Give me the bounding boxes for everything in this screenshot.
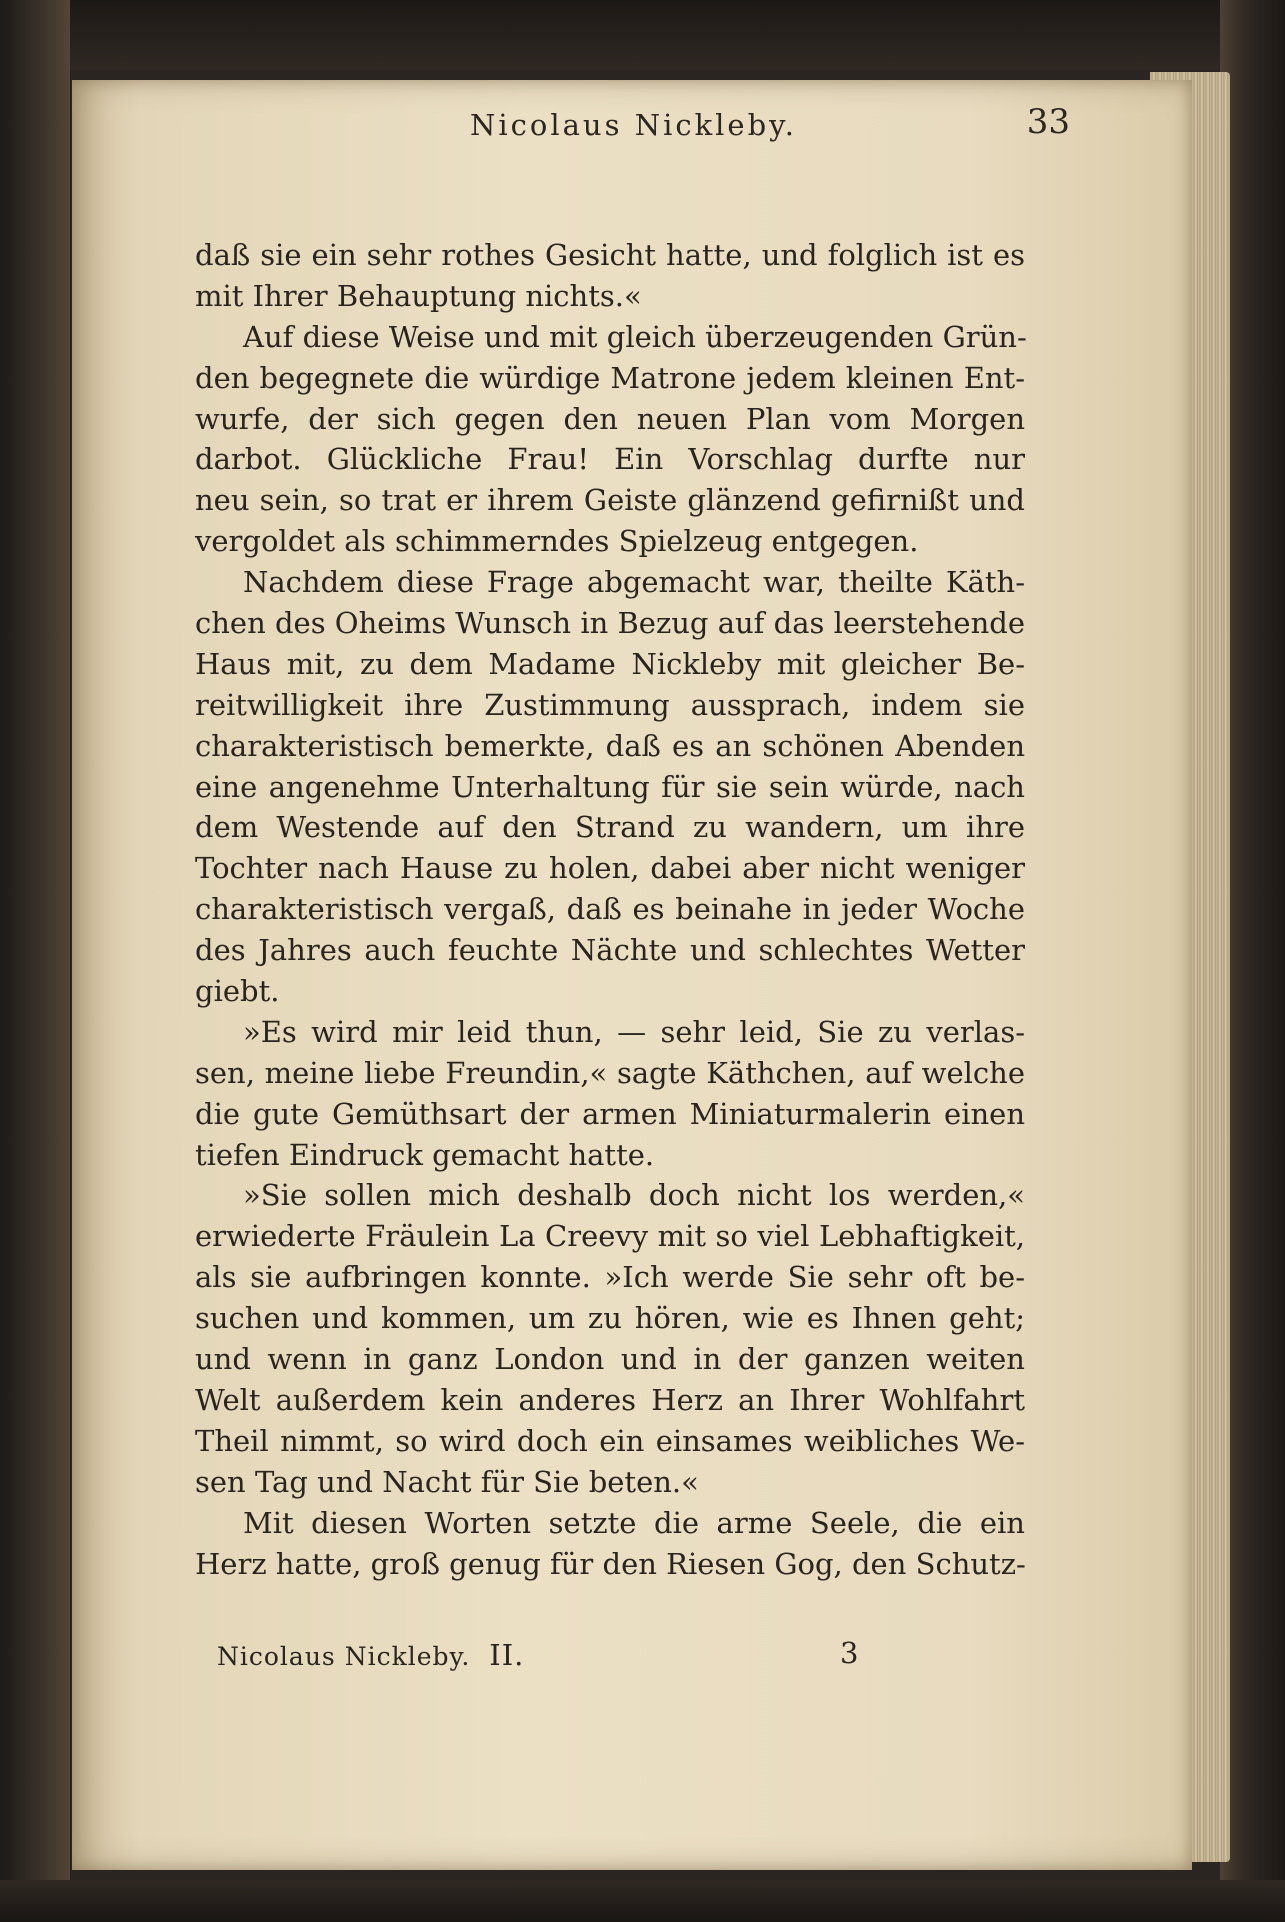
signature-volume: II. (489, 1638, 525, 1672)
text-line: giebt. (195, 974, 280, 1009)
text-line: den begegnete die würdige Matrone jedem kleinen Ent- (195, 360, 1025, 395)
text-line: Mit diesen Worten setzte die arme Seele, die ein (243, 1505, 1025, 1540)
printer-signature (217, 1638, 524, 1672)
body-text (195, 235, 1025, 1584)
text-line: reitwilligkeit ihre Zustimmung aussprach, indem sie (195, 687, 1025, 722)
text-line: mit Ihrer Behauptung nichts.« (195, 278, 642, 313)
text-line: Haus mit, zu dem Madame Nickleby mit gleicher Be- (195, 646, 1025, 681)
running-title: Nicolaus Nickleby. (470, 108, 797, 142)
text-line: sen, meine liebe Freundin,« sagte Käthchen, auf welche (195, 1055, 1025, 1090)
sheet-number: 3 (840, 1636, 859, 1670)
text-line: die gute Gemüthsart der armen Miniaturmalerin einen (195, 1096, 1025, 1131)
page-number: 33 (1026, 102, 1070, 142)
text-line: charakteristisch vergaß, daß es beinahe in jeder Woche (195, 892, 1025, 927)
signature-title: Nicolaus Nickleby. (217, 1642, 471, 1671)
text-line: sen Tag und Nacht für Sie beten.« (195, 1464, 699, 1499)
text-line: tiefen Eindruck gemacht hatte. (195, 1137, 655, 1172)
text-line: Auf diese Weise und mit gleich überzeugenden Grün- (243, 319, 1027, 354)
text-line: dem Westende auf den Strand zu wandern, um ihre (195, 810, 1025, 845)
text-line: und wenn in ganz London und in der ganzen weiten (195, 1342, 1025, 1377)
text-line: charakteristisch bemerkte, daß es an schönen Abenden (195, 728, 1025, 763)
text-line: neu sein, so trat er ihrem Geiste glänzend gefirnißt und (195, 483, 1025, 518)
page-header (100, 100, 1070, 150)
text-line: des Jahres auch feuchte Nächte und schlechtes Wetter (195, 933, 1025, 968)
text-line: Tochter nach Hause zu holen, dabei aber nicht weniger (195, 851, 1025, 886)
text-line: wurfe, der sich gegen den neuen Plan vom Morgen (195, 401, 1025, 436)
text-line: darbot. Glückliche Frau! Ein Vorschlag durfte nur (195, 442, 1025, 477)
text-line: »Es wird mir leid thun, — sehr leid, Sie zu verlas- (243, 1014, 1025, 1049)
text-line: eine angenehme Unterhaltung für sie sein würde, nach (195, 769, 1025, 804)
book-cover-bottom (0, 1880, 1285, 1922)
page-footer (195, 1638, 1025, 1678)
text-line: als sie aufbringen konnte. »Ich werde Sie sehr oft be- (195, 1260, 1025, 1295)
text-line: Nachdem diese Frage abgemacht war, theilte Käth- (243, 565, 1025, 600)
text-line: erwiederte Fräulein La Creevy mit so viel Lebhaftigkeit, (195, 1219, 1025, 1254)
text-line: Theil nimmt, so wird doch ein einsames weibliches We- (195, 1423, 1025, 1458)
book-cover-left (0, 0, 70, 1922)
book-cover-top (0, 0, 1285, 70)
text-line: Welt außerdem kein anderes Herz an Ihrer Wohlfahrt (195, 1382, 1025, 1417)
text-line: Herz hatte, groß genug für den Riesen Gog, den Schutz- (195, 1546, 1026, 1581)
text-line: daß sie ein sehr rothes Gesicht hatte, und folglich ist es (195, 238, 1025, 272)
text-line: vergoldet als schimmerndes Spielzeug entgegen. (195, 524, 919, 559)
text-line: suchen und kommen, um zu hören, wie es Ihnen geht; (195, 1301, 1025, 1336)
text-line: »Sie sollen mich deshalb doch nicht los werden,« (243, 1178, 1025, 1213)
text-line: chen des Oheims Wunsch in Bezug auf das leerstehende (195, 606, 1025, 641)
